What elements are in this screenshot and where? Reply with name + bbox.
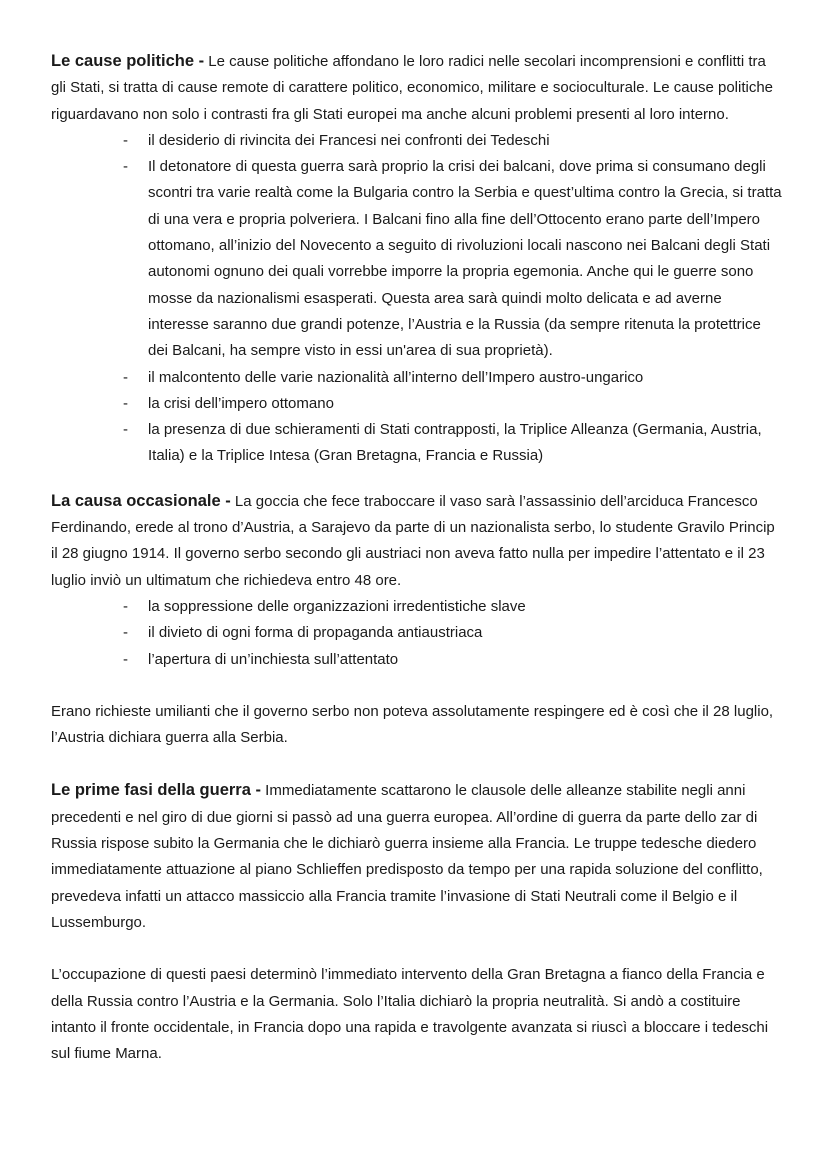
list-item-text: la presenza di due schieramenti di Stati contrapposti, la Triplice Alleanza (Germania, Austria, Italia) e la Triplice Intesa (Gran Bretagna, Francia e Russia): [148, 421, 762, 465]
section-prime-fasi-intro: Immediatamente scattarono le clausole delle alleanze stabilite negli anni precedenti e nel giro di due giorni si passò ad una guerra europea. All’ordine di guerra da parte dello zar di Russia rispose subito la Germania che le dichiarò guerra insieme alla Francia. Le truppe tedesche diedero immediatamente attuazione al piano Schlieffen predisposto da tempo per una rapida soluzione del conflitto, prevedeva infatti un attacco massiccio alla Francia tramite l’invasione di Stati Neutrali come il Belgio e il Lussemburgo.: [51, 782, 763, 931]
bullet-dash: -: [123, 368, 128, 386]
bullet-dash: -: [123, 650, 128, 668]
list-item: [123, 391, 782, 417]
list-item: [123, 594, 782, 620]
list-item: [123, 647, 782, 673]
section-occasionale-intro: La goccia che fece traboccare il vaso sarà l’assassinio dell’arciduca Francesco Ferdinando, erede al trono d’Austria, a Sarajevo da parte di un nazionalista serbo, lo studente Gravilo Princip il 28 giugno 1914. Il governo serbo secondo gli austriaci non aveva fatto nulla per impedire l’attentato e il 23 luglio inviò un ultimatum che richiedeva entro 48 ore.: [51, 492, 775, 589]
list-item-text: la crisi dell’impero ottomano: [148, 394, 334, 412]
list-item: [123, 620, 782, 646]
bullet-dash: -: [123, 158, 128, 176]
section-prime-fasi-followup: L’occupazione di questi paesi determinò l’immediato intervento della Gran Bretagna a fianco della Francia e della Russia contro l’Austria e la Germania. Solo l’Italia dichiarò la propria neutralità. Si andò a costituire intanto il fronte occidentale, in Francia dopo una rapida e travolgente avanzata si riuscì a bloccare i tedeschi sul fiume Marna.: [51, 966, 769, 1063]
section-politiche-paragraph: [51, 48, 782, 128]
list-item-text: il divieto di ogni forma di propaganda antiaustriaca: [148, 624, 483, 642]
list-item: [123, 417, 782, 470]
list-item: [123, 128, 782, 154]
bullet-dash: -: [123, 131, 128, 149]
list-item-text: il desiderio di rivincita dei Francesi nei confronti dei Tedeschi: [148, 131, 550, 149]
list-item-text: il malcontento delle varie nazionalità all’interno dell’Impero austro-ungarico: [148, 368, 644, 386]
section-occasionale-followup: Erano richieste umilianti che il governo serbo non poteva assolutamente respingere ed è così che il 28 luglio, l’Austria dichiara guerra alla Serbia.: [51, 702, 774, 747]
section-prime-fasi-title: Le prime fasi della guerra -: [51, 781, 261, 800]
section-politiche-list: [51, 128, 782, 470]
section-politiche-title: Le cause politiche -: [51, 52, 205, 70]
section-politiche-intro: Le cause politiche affondano le loro radici nelle secolari incomprensioni e conflitti tra gli Stati, si tratta di cause remote di carattere politico, economico, militare e socioculturale. Le cause politiche riguardavano non solo i contrasti fra gli Stati europei ma anche alcuni problemi presenti al loro interno.: [51, 53, 774, 123]
bullet-dash: -: [123, 597, 128, 615]
bullet-dash: -: [123, 394, 128, 412]
list-item-text: la soppressione delle organizzazioni irredentistiche slave: [148, 597, 526, 615]
section-occasionale-title: La causa occasionale -: [51, 491, 231, 510]
bullet-dash: -: [123, 421, 128, 439]
list-item: [123, 365, 782, 391]
list-item-text: Il detonatore di questa guerra sarà proprio la crisi dei balcani, dove prima si consumano degli scontri tra varie realtà come la Bulgaria contro la Serbia e quest’ultima contro la Grecia, si tratta di una vera e propria polveriera. I Balcani fino alla fine dell’Ottocento erano parte dell’Impero ottomano, all’inizio del Novecento a seguito di rivoluzioni locali nascono nei Balcani degli Stati autonomi ognuno dei quali vorrebbe imporre la propria egemonia. Anche qui le guerre sono mosse da nazionalismi esasperati. Questa area sarà quindi molto delicata e ad averne interesse saranno due grandi potenze, l’Austria e la Russia (da sempre ritenuta la protettrice dei Balcani, ha sempre visto in essi un'area di sua proprietà).: [148, 158, 782, 360]
list-item: [123, 154, 782, 364]
list-item-text: l’apertura di un’inchiesta sull’attentato: [148, 650, 399, 668]
section-occasionale-paragraph: [51, 488, 782, 594]
bullet-dash: -: [123, 624, 128, 642]
section-prime-fasi-paragraph: [51, 777, 782, 936]
section-occasionale-list: [51, 594, 782, 673]
